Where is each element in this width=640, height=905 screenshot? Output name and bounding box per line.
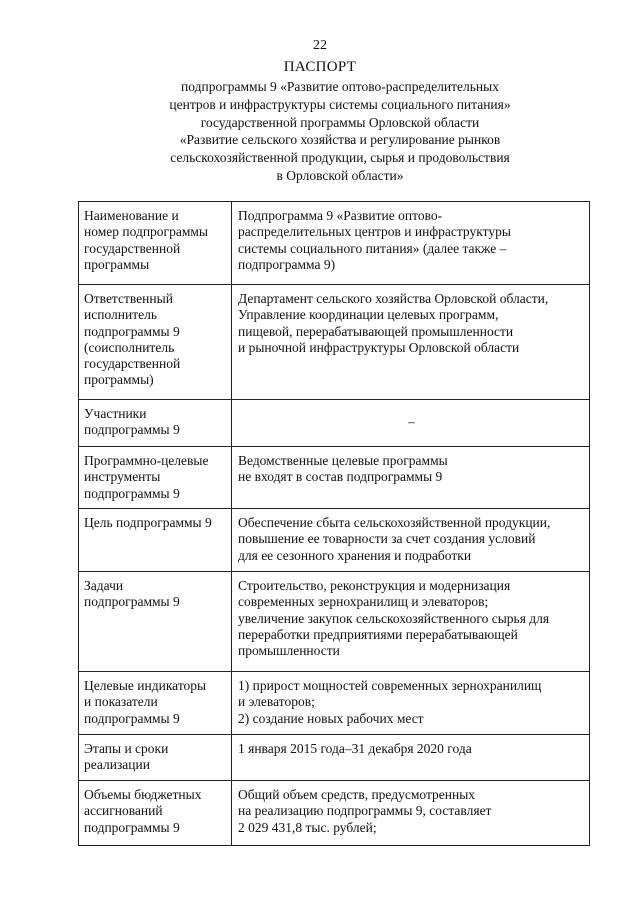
value-line: для ее сезонного хранения и подработки: [238, 547, 472, 563]
table-row-goal: [79, 509, 589, 572]
value-line: Департамент сельского хозяйства Орловской области,: [238, 291, 549, 306]
value-line: 1) прирост мощностей современных зернохранилищ: [238, 678, 542, 693]
row-label: [79, 735, 232, 780]
row-value: [232, 447, 589, 508]
passport-table: [78, 201, 590, 846]
label-line: подпрограммы 9: [84, 819, 180, 835]
row-value: [232, 572, 589, 671]
row-label: [79, 202, 232, 284]
value-line: Общий объем средств, предусмотренных: [238, 787, 476, 802]
value-line: переработки предприятиями перерабатывающей: [238, 626, 518, 642]
value-line: Подпрограмма 9 «Развитие оптово-: [238, 208, 443, 223]
value-line: повышение ее товарности за счет создания условий: [238, 531, 536, 547]
label-line: подпрограммы 9: [84, 594, 180, 610]
table-row-stages: [79, 735, 589, 781]
label-line: программы: [84, 256, 150, 272]
value-line: не входят в состав подпрограммы 9: [238, 469, 443, 485]
label-line: Наименование и: [84, 208, 179, 223]
label-line: Этапы и сроки: [84, 741, 169, 756]
table-row-indicators: [79, 672, 589, 735]
label-line: Цель подпрограммы 9: [84, 515, 212, 530]
label-line: номер подпрограммы: [84, 224, 208, 240]
label-line: инструменты: [84, 469, 161, 485]
label-line: реализации: [84, 757, 150, 773]
page-number: 22: [313, 38, 327, 53]
value-line: Ведомственные целевые программы: [238, 453, 448, 468]
label-line: Ответственный: [84, 291, 173, 306]
row-value: [232, 400, 589, 446]
row-label: [79, 572, 232, 671]
label-line: подпрограммы 9: [84, 323, 180, 339]
row-label: [79, 781, 232, 845]
label-line: подпрограммы 9: [84, 485, 180, 501]
label-line: и показатели: [84, 694, 158, 710]
value-line: и рыночной инфраструктуры Орловской области: [238, 339, 520, 355]
subtitle-line: сельскохозяйственной продукции, сырья и продовольствия: [170, 150, 510, 166]
label-line: государственной: [84, 240, 181, 256]
label-line: Объемы бюджетных: [84, 787, 202, 802]
value-line: Обеспечение сбыта сельскохозяйственной продукции,: [238, 515, 551, 530]
value-line: на реализацию подпрограммы 9, составляет: [238, 803, 492, 819]
label-line: подпрограммы 9: [84, 422, 180, 438]
value-line: современных зернохранилищ и элеваторов;: [238, 594, 489, 610]
row-value: [232, 735, 589, 780]
label-line: Задачи: [84, 578, 124, 593]
row-label: [79, 672, 232, 734]
row-label: [79, 509, 232, 571]
table-row-name: [79, 202, 589, 285]
document-title: ПАСПОРТ: [283, 59, 357, 75]
value-line: 1 января 2015 года–31 декабря 2020 года: [238, 741, 472, 756]
label-line: программы): [84, 372, 154, 388]
value-line: подпрограмма 9): [238, 256, 336, 272]
value-line: 2) создание новых рабочих мест: [238, 710, 424, 726]
row-label: [79, 447, 232, 508]
label-line: подпрограммы 9: [84, 710, 180, 726]
label-line: Целевые индикаторы: [84, 678, 207, 693]
value-line: Управление координации целевых программ,: [238, 307, 499, 323]
row-value: [232, 781, 589, 845]
table-row-executor: [79, 285, 589, 400]
row-label: [79, 400, 232, 446]
row-value: [232, 672, 589, 734]
subtitle-line: «Развитие сельского хозяйства и регулирование рынков: [179, 132, 501, 148]
subtitle-line: государственной программы Орловской области: [200, 114, 480, 130]
row-value: [232, 202, 589, 284]
value-line: системы социального питания» (далее также –: [238, 240, 507, 256]
value-line: распределительных центров и инфраструктуры: [238, 224, 511, 240]
table-row-instruments: [79, 447, 589, 509]
value-line: Строительство, реконструкция и модернизация: [238, 578, 511, 593]
table-row-budget: [79, 781, 589, 846]
subtitle-line: центров и инфраструктуры системы социального питания»: [169, 96, 511, 112]
label-line: исполнитель: [84, 307, 157, 323]
label-line: (соисполнитель: [84, 339, 175, 355]
value-line: промышленности: [238, 643, 340, 659]
table-row-tasks: [79, 572, 589, 672]
row-value: [232, 285, 589, 399]
table-row-participants: [79, 400, 589, 447]
value-line: пищевой, перерабатывающей промышленности: [238, 323, 514, 339]
document-subtitle: [60, 78, 620, 185]
value-line: увеличение закупок сельскохозяйственного сырья для: [238, 610, 550, 626]
label-line: Программно-целевые: [84, 453, 209, 468]
row-label: [79, 285, 232, 399]
label-line: государственной: [84, 356, 181, 372]
value-line: 2 029 431,8 тыс. рублей;: [238, 819, 377, 835]
label-line: Участники: [84, 406, 147, 421]
subtitle-line: подпрограммы 9 «Развитие оптово-распределительных: [181, 79, 499, 94]
value-line: –: [408, 414, 415, 429]
subtitle-line: в Орловской области»: [276, 167, 404, 183]
row-value: [232, 509, 589, 571]
value-line: и элеваторов;: [238, 694, 315, 710]
label-line: ассигнований: [84, 803, 163, 819]
